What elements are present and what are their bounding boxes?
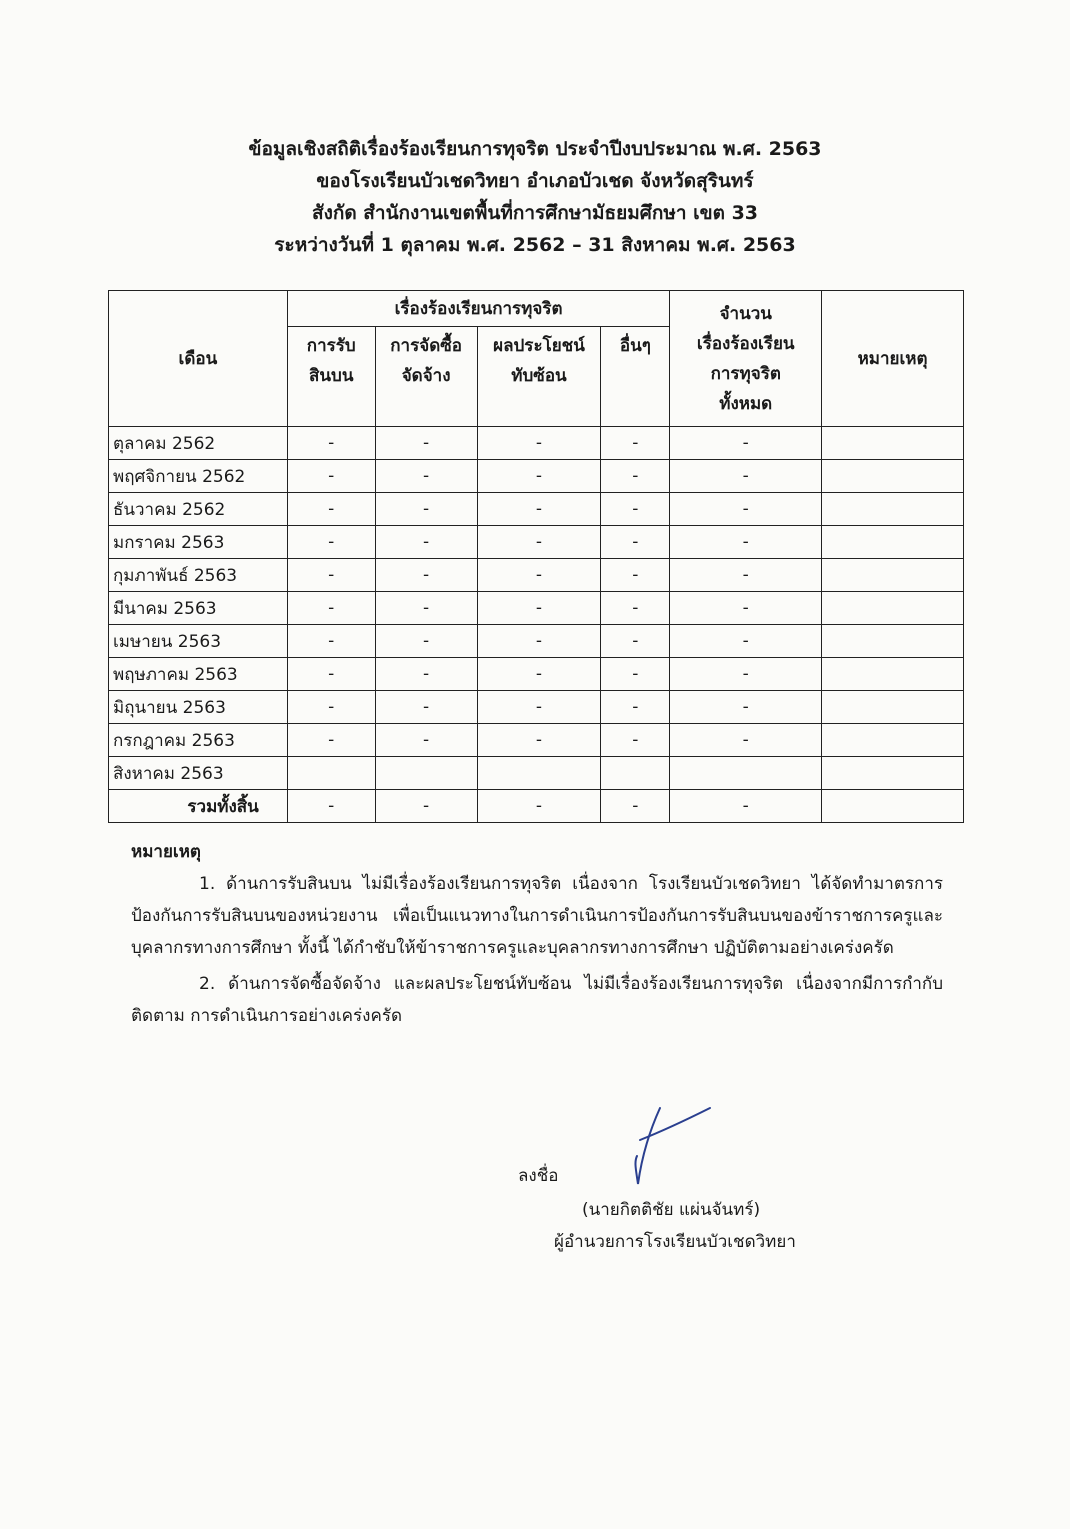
cell-procurement: - [375, 625, 477, 658]
table-row [109, 592, 964, 625]
table-total-row [109, 790, 964, 823]
cell-procurement: - [375, 724, 477, 757]
note-item-1: 1. ด้านการรับสินบน ไม่มีเรื่องร้องเรียนการทุจริต เนื่องจาก โรงเรียนบัวเชดวิทยา ได้จัดทำมาตรการป้องกันการรับสินบนของหน่วยงาน เพื่อเป็นแนวทางในการดำเนินการป้องกันการรับสินบนของข้าราชการครูและบุคลากรทางการศึกษา ทั้งนี้ ได้กำชับให้ข้าราชการครูและบุคลากรทางการศึกษา ปฏิบัติตามอย่างเคร่งครัด [131, 874, 943, 958]
total-conflict: - [477, 790, 601, 823]
cell-conflict: - [477, 493, 601, 526]
cell-bribery: - [287, 724, 375, 757]
row-month: ธันวาคม 2562 [109, 493, 288, 526]
cell-conflict: - [477, 526, 601, 559]
table-row [109, 757, 964, 790]
table-row [109, 658, 964, 691]
row-month: มีนาคม 2563 [109, 592, 288, 625]
cell-remark [822, 691, 964, 724]
note-item-2: 2. ด้านการจัดซื้อจัดจ้าง และผลประโยชน์ทับซ้อน ไม่มีเรื่องร้องเรียนการทุจริต เนื่องจากมีการกำกับติดตาม การดำเนินการอย่างเคร่งครัด [131, 974, 943, 1026]
cell-total [670, 757, 822, 790]
cell-total: - [670, 658, 822, 691]
cell-bribery: - [287, 592, 375, 625]
cell-total: - [670, 526, 822, 559]
cell-other: - [601, 526, 670, 559]
cell-remark [822, 658, 964, 691]
header-other: อื่นๆ [601, 327, 670, 427]
cell-procurement: - [375, 592, 477, 625]
table-row [109, 559, 964, 592]
row-month: มิถุนายน 2563 [109, 691, 288, 724]
row-month: กุมภาพันธ์ 2563 [109, 559, 288, 592]
cell-remark [822, 757, 964, 790]
cell-procurement: - [375, 559, 477, 592]
cell-total: - [670, 625, 822, 658]
cell-remark [822, 592, 964, 625]
cell-procurement: - [375, 493, 477, 526]
cell-other: - [601, 592, 670, 625]
cell-total: - [670, 427, 822, 460]
signer-position: ผู้อำนวยการโรงเรียนบัวเชดวิทยา [554, 1232, 796, 1252]
cell-remark [822, 724, 964, 757]
cell-procurement: - [375, 427, 477, 460]
cell-conflict: - [477, 460, 601, 493]
cell-remark [822, 460, 964, 493]
cell-other: - [601, 493, 670, 526]
cell-remark [822, 427, 964, 460]
table-row [109, 724, 964, 757]
row-month: มกราคม 2563 [109, 526, 288, 559]
cell-total: - [670, 559, 822, 592]
row-month: ตุลาคม 2562 [109, 427, 288, 460]
row-month: เมษายน 2563 [109, 625, 288, 658]
table-row [109, 691, 964, 724]
table-row [109, 493, 964, 526]
cell-other: - [601, 460, 670, 493]
cell-bribery: - [287, 427, 375, 460]
cell-remark [822, 559, 964, 592]
notes-section [131, 836, 943, 1032]
cell-total: - [670, 493, 822, 526]
title-line-3: สังกัด สำนักงานเขตพื้นที่การศึกษามัธยมศึกษา เขต 33 [311, 202, 759, 224]
cell-other: - [601, 724, 670, 757]
total-label: รวมทั้งสิ้น [109, 790, 288, 823]
notes-heading: หมายเหตุ [131, 842, 201, 862]
cell-procurement [375, 757, 477, 790]
row-month: พฤศจิกายน 2562 [109, 460, 288, 493]
header-bribery: การรับ สินบน [287, 327, 375, 427]
cell-bribery: - [287, 625, 375, 658]
cell-bribery: - [287, 460, 375, 493]
cell-conflict: - [477, 427, 601, 460]
total-procurement: - [375, 790, 477, 823]
header-total: จำนวน เรื่องร้องเรียน การทุจริต ทั้งหมด [670, 291, 822, 427]
cell-remark [822, 526, 964, 559]
complaint-statistics-table [108, 290, 964, 823]
cell-other: - [601, 625, 670, 658]
cell-conflict: - [477, 625, 601, 658]
header-complaint-group: เรื่องร้องเรียนการทุจริต [287, 291, 670, 327]
cell-procurement: - [375, 460, 477, 493]
row-month: กรกฎาคม 2563 [109, 724, 288, 757]
row-month: พฤษภาคม 2563 [109, 658, 288, 691]
cell-total: - [670, 592, 822, 625]
sign-label: ลงชื่อ [518, 1166, 559, 1186]
title-line-1: ข้อมูลเชิงสถิติเรื่องร้องเรียนการทุจริต ประจำปีงบประมาณ พ.ศ. 2563 [248, 138, 822, 160]
cell-conflict [477, 757, 601, 790]
cell-other [601, 757, 670, 790]
cell-remark [822, 625, 964, 658]
cell-conflict: - [477, 691, 601, 724]
signature-block [500, 1100, 920, 1270]
cell-other: - [601, 559, 670, 592]
cell-other: - [601, 427, 670, 460]
cell-bribery: - [287, 658, 375, 691]
cell-conflict: - [477, 559, 601, 592]
cell-conflict: - [477, 724, 601, 757]
header-procurement: การจัดซื้อ จัดจ้าง [375, 327, 477, 427]
cell-bribery: - [287, 526, 375, 559]
header-conflict-of-interest: ผลประโยชน์ ทับซ้อน [477, 327, 601, 427]
cell-conflict: - [477, 592, 601, 625]
total-remark [822, 790, 964, 823]
table-row [109, 625, 964, 658]
cell-bribery: - [287, 559, 375, 592]
cell-total: - [670, 691, 822, 724]
cell-procurement: - [375, 691, 477, 724]
cell-conflict: - [477, 658, 601, 691]
handwritten-signature [620, 1100, 720, 1190]
cell-procurement: - [375, 658, 477, 691]
total-bribery: - [287, 790, 375, 823]
total-all: - [670, 790, 822, 823]
cell-procurement: - [375, 526, 477, 559]
cell-other: - [601, 691, 670, 724]
signer-name: (นายกิตติชัย แผ่นจันทร์) [582, 1200, 761, 1220]
title-line-2: ของโรงเรียนบัวเชดวิทยา อำเภอบัวเชด จังหวัดสุรินทร์ [316, 170, 754, 192]
row-month: สิงหาคม 2563 [109, 757, 288, 790]
cell-total: - [670, 460, 822, 493]
cell-total: - [670, 724, 822, 757]
cell-remark [822, 493, 964, 526]
total-other: - [601, 790, 670, 823]
document-title [0, 133, 1070, 261]
table-row [109, 526, 964, 559]
header-remark: หมายเหตุ [822, 291, 964, 427]
cell-bribery: - [287, 691, 375, 724]
table-row [109, 460, 964, 493]
cell-other: - [601, 658, 670, 691]
table-row [109, 427, 964, 460]
cell-bribery [287, 757, 375, 790]
title-line-4: ระหว่างวันที่ 1 ตุลาคม พ.ศ. 2562 – 31 สิงหาคม พ.ศ. 2563 [274, 234, 796, 256]
cell-bribery: - [287, 493, 375, 526]
header-month: เดือน [109, 291, 288, 427]
